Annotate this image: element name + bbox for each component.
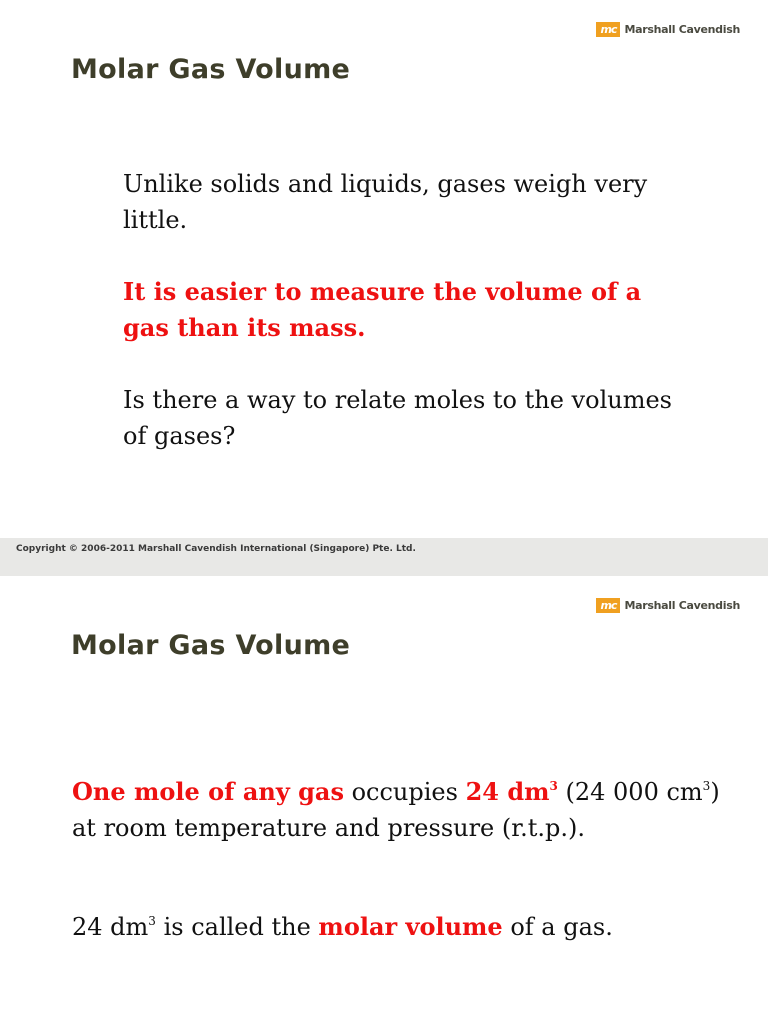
of-a-gas-text: of a gas.	[502, 913, 613, 941]
copyright-text: Copyright © 2006-2011 Marshall Cavendish International (Singapore) Pte. Ltd.	[16, 544, 416, 554]
paragraph-easier-to-measure: It is easier to measure the volume of a gas than its mass.	[123, 277, 642, 342]
logo-name: Marshall Cavendish	[624, 599, 740, 612]
superscript-3: 3	[148, 914, 156, 928]
paragraph-molar-volume	[72, 909, 732, 945]
mc-logo-icon: mc	[596, 22, 620, 37]
marshall-cavendish-logo	[596, 598, 740, 613]
molar-volume-value: 24 dm	[465, 777, 550, 806]
marshall-cavendish-logo	[596, 22, 740, 37]
slide-title: Molar Gas Volume	[71, 630, 351, 661]
mc-logo-icon: mc	[596, 598, 620, 613]
superscript-3: 3	[549, 779, 558, 793]
occupies-text: occupies	[343, 778, 466, 806]
value-24-dm: 24 dm	[72, 913, 149, 941]
footer-band	[0, 538, 768, 576]
paragraph-relate-moles: Is there a way to relate moles to the volumes of gases?	[123, 386, 672, 450]
molar-volume-term: molar volume	[318, 912, 503, 941]
slide-2	[0, 576, 768, 1024]
rtp-text: at room temperature and pressure (r.t.p.).	[72, 814, 585, 842]
logo-name: Marshall Cavendish	[624, 23, 740, 36]
called-the-text: is called the	[155, 913, 319, 941]
paragraph-one-mole	[72, 774, 732, 846]
cm3-close: )	[710, 778, 720, 806]
cm3-open: (24 000 cm	[557, 778, 703, 806]
paragraph-solids-liquids: Unlike solids and liquids, gases weigh very little.	[123, 170, 648, 234]
superscript-3: 3	[702, 779, 711, 793]
slide-title: Molar Gas Volume	[71, 54, 351, 85]
one-mole-phrase: One mole of any gas	[72, 777, 344, 806]
